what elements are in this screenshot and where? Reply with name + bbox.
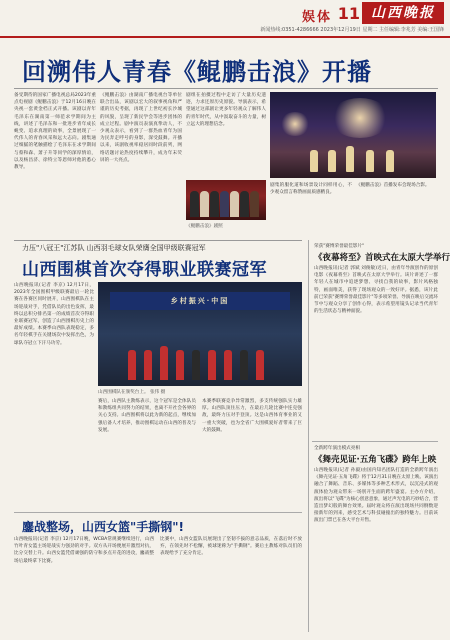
article1-col3: 剧组在拍摄过程中走访了大量历史遗迹，力求还原历史原貌。导演表示，希望通过这部剧让更多年轻观众了解伟人的青年时代，从中汲取奋斗的力量，树立远大的理想信念。 <box>186 93 266 127</box>
sidebar2-kicker: 全新跨年演出模式亮相 <box>314 446 360 451</box>
divider <box>312 441 438 442</box>
headline-main: 回溯伟人青春《鲲鹏击浪》开播 <box>22 58 372 86</box>
masthead <box>0 0 450 38</box>
article3-col1 <box>14 536 154 632</box>
article2-photo-caption: 山西围棋队在颁奖台上。 张伟 摄 <box>98 390 166 395</box>
divider <box>14 512 302 513</box>
article3-col1-text: 12月17日晚，WCBA常规赛继续进行，山西竹叶青女篮主场迎战实力强劲的对手。双方从开场便展开激烈对抗，比分交替上升。山西女篮凭借顽强的防守和多点开花的进攻，鏖战整场后最终拿下比赛。 <box>14 537 154 564</box>
go-team-award-photo <box>98 282 302 386</box>
sidebar1-body <box>314 265 438 439</box>
article2-kicker: 力压"八冠王"江苏队 山西羽毛球女队荣膺全国甲级联赛冠军 <box>22 244 206 252</box>
sidebar2-body-text: 由国内知名团队打造的全新跨年演出《舞壳见证·五角飞碟》将于12月31日晚在太原上映。该演出融合了舞蹈、音乐、多媒体等多种艺术形式，以沉浸式的观演体验为观众带来一场别开生面的跨年盛宴。主办方介绍，演出将以"飞碟"为核心创意意象，通过声光电的巧妙结合，营造出梦幻般的舞台效果。届时观众将在演出现场共同倒数迎接新年的到来，感受艺术与科技碰撞出的独特魅力。目前该演出门票已在各大平台开售。 <box>314 468 438 524</box>
article1-col2: 《鲲鹏击浪》由湖南广播电视台等单位联合出品，该剧以宏大的叙事视角和严谨的历史考据，再现了上世纪初长沙城的风貌，呈现了新民学会等进步团体的成立过程。剧中演员表演真挚动人，不少观众表示，看到了一群热血青年为国为民奔走呼号的身影，深受鼓舞。开播以来，该剧收视率稳居同时段前列，网络话题讨论热度持续攀升，成为年末荧屏的一大亮点。 <box>100 93 182 163</box>
article3-col2: 比赛中，山西女篮队员展现出了坚韧不拔的意志品质，在落后时不放弃，在领先时不松懈，被球迷称为"手撕钢"。赛后主教练对队员们的表现给予了充分肯定。 <box>160 537 302 557</box>
article3-byline: 山西晚报讯(记者 李京) <box>14 537 63 542</box>
newspaper-logo: 山西晚报 <box>362 2 444 24</box>
article1-col4: 剧集的服化道和场景设计同样用心，不少观众留言称赞画面质感精良。 <box>270 183 352 196</box>
article2-col2: 赛后，山西队主教练表示，这个冠军是全体队员和教练组共同努力的结果，也离不开社会各界的关心支持。山西围棋将以此为新的起点，继续加强后备人才培养，推动围棋运动在山西的普及与发展。 <box>98 399 196 433</box>
article2-col1 <box>14 282 94 508</box>
article2-col3: 本赛季联赛竞争异常激烈，多支传统强队实力雄厚。山西队顶住压力，在最后几轮比赛中连克强敌，最终力压对手登顶。这是山西体育事业的又一重大突破，也为全省广大围棋爱好者带来了巨大的鼓舞。 <box>202 399 302 433</box>
award-banner: 乡村振兴·中国 <box>110 292 290 310</box>
article1-photo2-caption: 《鲲鹏击浪》首播发布会现场合影。 <box>356 183 430 188</box>
page-number: 11 <box>337 4 360 23</box>
column-divider <box>308 240 309 632</box>
sidebar2-title: 《舞壳见证·五角飞碟》跨年上映 <box>314 455 437 465</box>
article2-col1-text: 12月17日，2023年全国围棋甲级联赛最后一轮比赛在各赛区同时展开，山西围棋队在主场迎战对手，凭借队员的出色发挥，最终以总积分排名第一的成绩首次夺得职业联赛冠军，创造了山西围棋历史上的最好成绩。本赛季山西队表现稳定，多名年轻棋手在关键场次中发挥出色，为球队夺冠立下汗马功劳。 <box>14 283 94 346</box>
sidebar1-byline: 山西晚报讯(记者 郭斌 刘俊敏) <box>314 266 378 271</box>
sidebar2-body <box>314 467 438 632</box>
sidebar1-body-text: 近日，由青年导演创作的原创电影《夜幕将至》首映式在太原大学举行。该片讲述了一群年轻人在城市中追逐梦想、寻找自我的故事，影片风格独特，画面唯美，获得了现场观众的一致好评。据悉，该片此前已荣获"赛博荣誉最佳影片"等多项荣誉。导演在映后交流环节中与观众分享了创作心得，表示希望用镜头记录当代青年的生活状态与精神面貌。 <box>314 266 438 315</box>
press-conference-photo <box>186 180 266 220</box>
divider <box>14 240 302 241</box>
sidebar1-title: 《夜幕将至》首映式在太原大学举行 <box>314 253 450 263</box>
divider <box>14 88 438 89</box>
drama-still-photo <box>270 92 436 178</box>
article1-col1: 备受期待的国家广播电视总局2023年重点电视剧《鲲鹏击浪》于12月16日晚在央视一套黄金档正式开播。该剧以青年毛泽东在湖南第一师范求学期间为主线，讲述了毛泽东和一批进步青年成长蜕变、追求真理的故事，全景展现了一代伟人的青春风采和远大志向。剧集通过细腻的笔触描绘了毛泽东在求学期间与蔡和森、萧子升等同学的深厚情谊，以及杨昌济、徐特立等恩师对他的悉心教导。 <box>14 93 96 171</box>
masthead-info: 新闻热线:0351-4286666 2023年12月19日 星期二 主任编辑:李兆芳 美编:王国锋 <box>260 27 444 33</box>
article2-headline: 山西围棋首次夺得职业联赛冠军 <box>22 260 267 280</box>
article2-byline: 山西晚报讯(记者 李京) <box>14 283 67 288</box>
section-name: 娱体 <box>301 10 332 25</box>
article3-headline: 鏖战整场，山西女篮"手撕钢"! <box>22 520 184 534</box>
photo1-caption: 《鲲鹏击浪》剧照 <box>186 224 223 229</box>
sidebar1-kicker: 荣获"赛博荣誉最佳影片" <box>314 244 365 249</box>
sidebar2-byline: 山西晚报讯(记者 孙毅) <box>314 468 363 473</box>
